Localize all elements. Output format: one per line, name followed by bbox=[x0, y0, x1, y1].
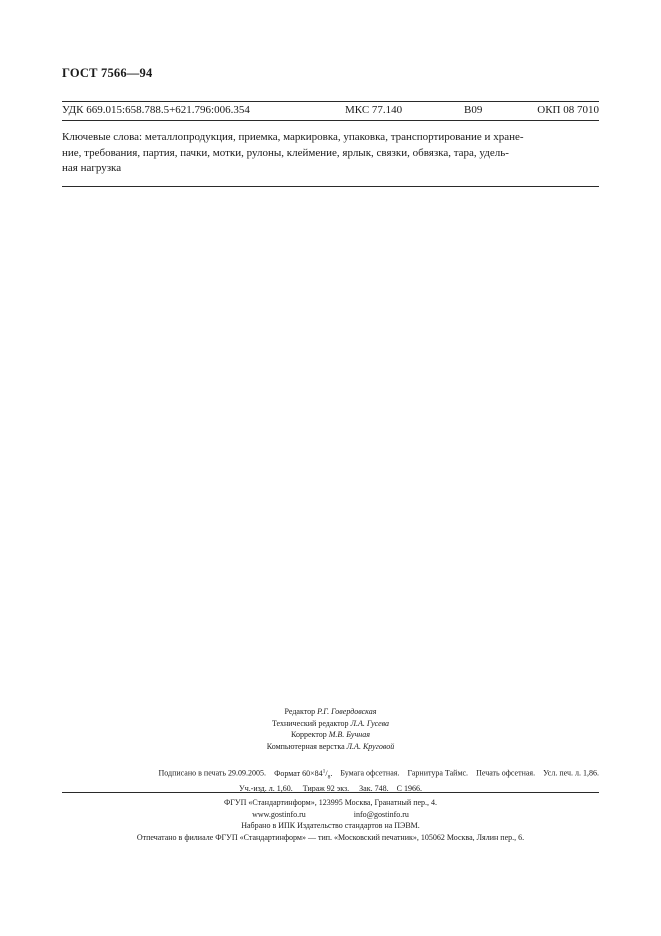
standard-title: ГОСТ 7566—94 bbox=[62, 66, 153, 80]
udk-code: УДК 669.015:658.788.5+621.796:006.354 bbox=[62, 104, 250, 116]
imprint-line-1: Подписано в печать 29.09.2005. Формат $60\times 84^1/_8$. Бумага офсетная. Гарнитура Таймс. Печать офсетная. Усл. печ. л. 1,86. bbox=[158, 768, 599, 781]
imprint-block bbox=[62, 765, 599, 795]
divider-keywords bbox=[62, 186, 599, 187]
mks-code: МКС 77.140 bbox=[345, 104, 403, 116]
publisher-website: www.gostinfo.ru bbox=[252, 809, 306, 819]
keywords-block bbox=[62, 130, 599, 177]
publisher-contacts bbox=[62, 809, 599, 821]
keywords-line-3: ная нагрузка bbox=[62, 162, 122, 174]
keywords-line-1: Ключевые слова: металлопродукция, приемка, маркировка, упаковка, транспортирование и хране- bbox=[62, 131, 524, 143]
publisher-address: ФГУП «Стандартинформ», 123995 Москва, Гранатный пер., 4. bbox=[223, 798, 438, 807]
okstu-code: В09 bbox=[464, 104, 483, 116]
okp-code: ОКП 08 7010 bbox=[537, 104, 599, 116]
credit-layout: Компьютерная верстка Л.А. Круговой bbox=[266, 741, 395, 751]
keywords-line-2: ние, требования, партия, пачки, мотки, рулоны, клеймение, ярлык, связки, обвязка, тара, удель- bbox=[62, 146, 509, 159]
credit-corrector: Корректор М.В. Бучная bbox=[291, 730, 370, 739]
divider-imprint bbox=[62, 792, 599, 793]
publisher-block bbox=[62, 797, 599, 843]
divider-classification bbox=[62, 120, 599, 121]
credit-editor: Редактор Р.Г. Говердовская bbox=[284, 707, 377, 716]
publisher-printed: Отпечатано в филиале ФГУП «Стандартинформ» — тип. «Московский печатник», 105062 Москва, Лялин пер., 6. bbox=[136, 832, 525, 842]
imprint-line-2: Уч.-изд. л. 1,60. Тираж 92 экз. Зак. 748. С 1966. bbox=[239, 784, 422, 794]
publisher-email: info@gostinfo.ru bbox=[353, 809, 409, 819]
imprint-format: Формат $60\times 84^1/_8$. bbox=[274, 768, 333, 781]
credits-block bbox=[62, 706, 599, 752]
divider-top bbox=[62, 101, 599, 102]
classification-row bbox=[62, 104, 599, 118]
publisher-typeset: Набрано в ИПК Издательство стандартов на ПЭВМ. bbox=[241, 821, 420, 830]
credit-tech-editor: Технический редактор Л.А. Гусева bbox=[271, 718, 390, 728]
